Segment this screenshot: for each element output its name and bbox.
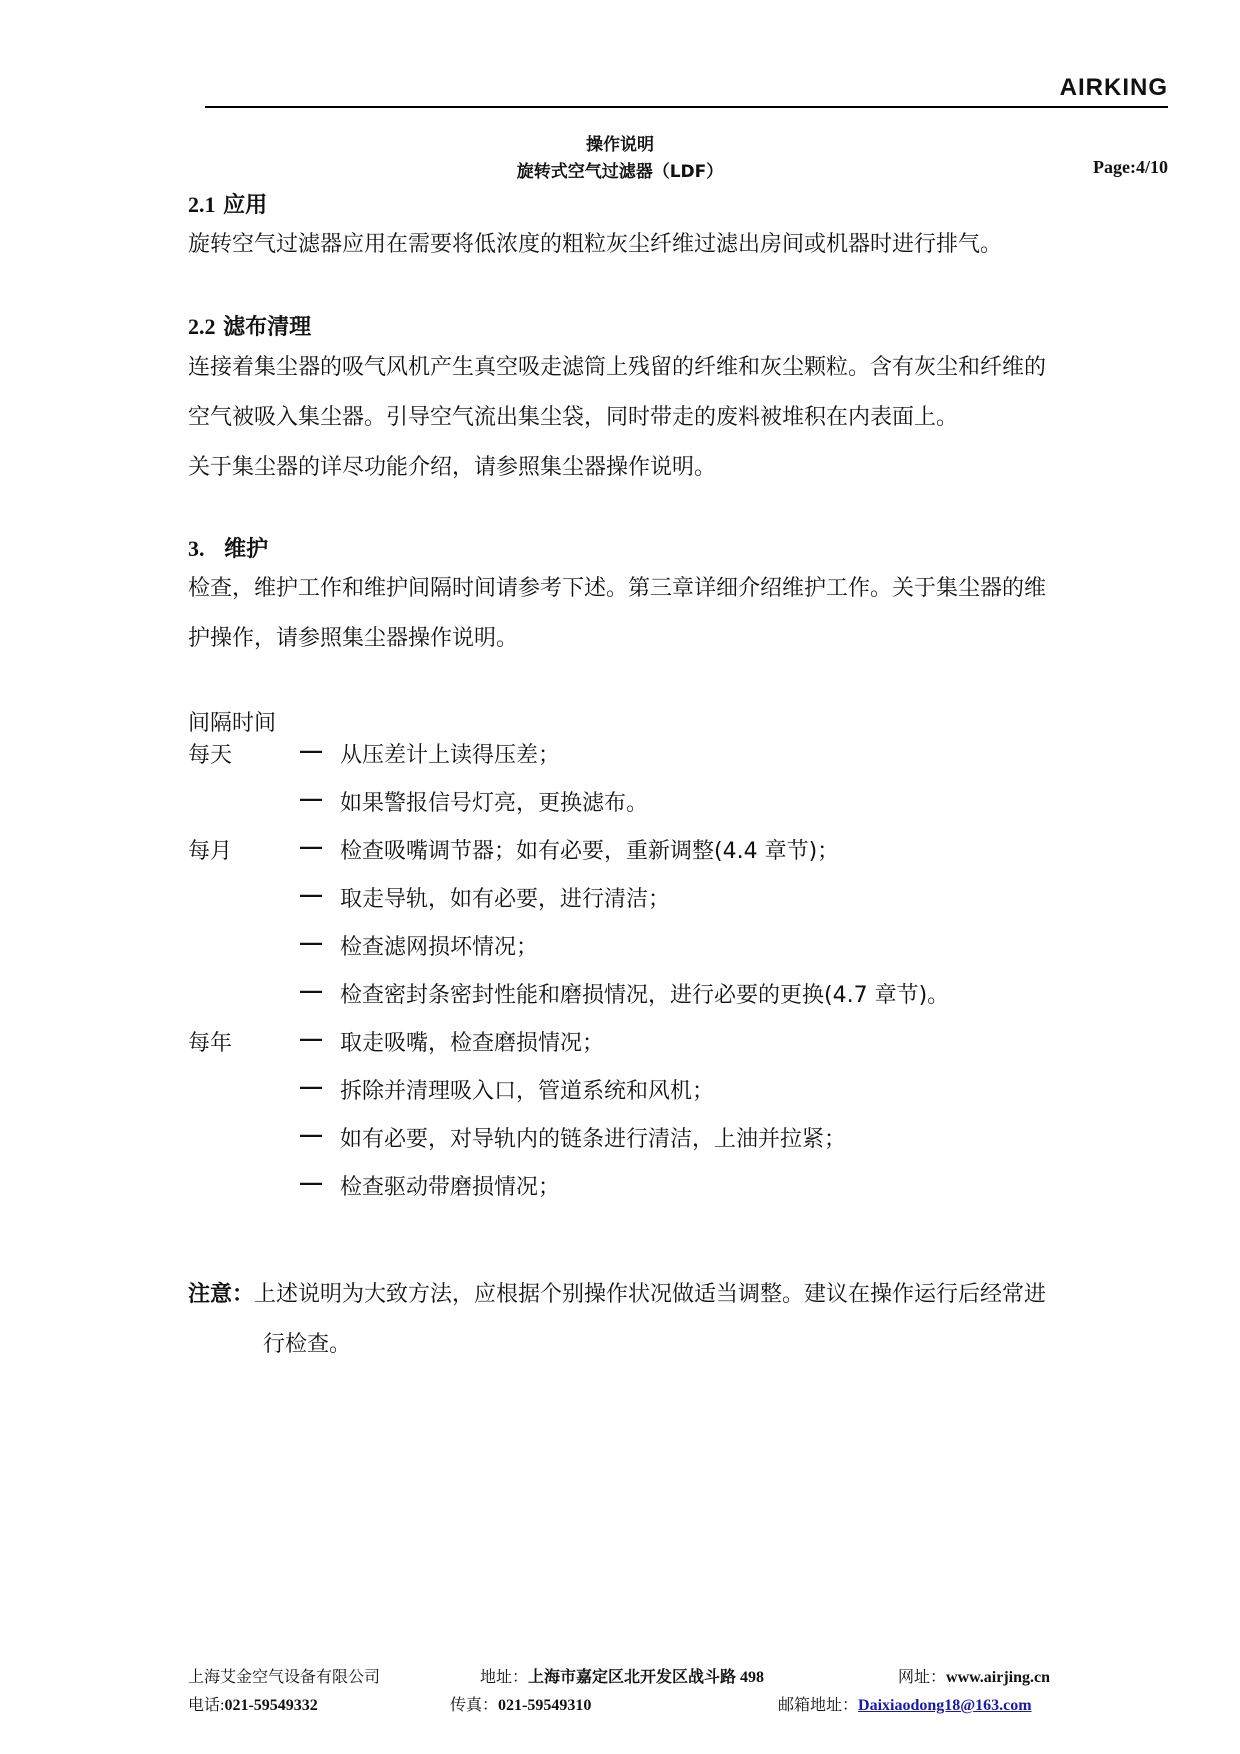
section-number: 2.1	[188, 192, 216, 217]
section-title: 维护	[224, 537, 269, 562]
interval-item: 检查吸嘴调节器；如有必要，重新调整(4.4 章节)；	[340, 839, 840, 864]
dash-bullet: —	[300, 1170, 322, 1195]
footer-fax-value: 021-59549310	[498, 1697, 592, 1714]
section-title: 应用	[223, 193, 268, 218]
frequency-label: 每天	[188, 743, 233, 768]
paragraph-line: 检查，维护工作和维护间隔时间请参考下述。第三章详细介绍维护工作。关于集尘器的维	[188, 576, 1047, 601]
footer-web-label: 网址：	[898, 1669, 947, 1686]
footer-address-value: 上海市嘉定区北开发区战斗路 498	[528, 1669, 765, 1686]
dash-bullet: —	[300, 786, 322, 811]
interval-item: 取走吸嘴，检查磨损情况；	[340, 1031, 605, 1056]
brand-logo-text: AIRKING	[1059, 74, 1168, 101]
dash-bullet: —	[300, 1026, 322, 1051]
doc-title: 操作说明	[586, 135, 654, 155]
footer-phone-value: 021-59549332	[224, 1697, 318, 1714]
dash-bullet: —	[300, 834, 322, 859]
interval-item: 如果警报信号灯亮，更换滤布。	[340, 791, 649, 816]
footer-fax	[450, 1692, 591, 1715]
section-body-2-1	[188, 220, 1168, 270]
interval-item: 如有必要，对导轨内的链条进行清洁，上油并拉紧；	[340, 1127, 847, 1152]
footer-email-label: 邮箱地址：	[778, 1697, 859, 1714]
interval-title: 间隔时间	[188, 711, 277, 736]
dash-bullet: —	[300, 930, 322, 955]
note-label: 注意：	[188, 1282, 255, 1307]
dash-bullet: —	[300, 882, 322, 907]
section-title: 滤布清理	[223, 315, 312, 340]
frequency-label: 每年	[188, 1031, 233, 1056]
interval-item: 拆除并清理吸入口，管道系统和风机；	[340, 1079, 715, 1104]
footer-web-value[interactable]: www.airjing.cn	[946, 1669, 1051, 1686]
section-body-2-2	[188, 343, 1168, 493]
interval-item: 检查滤网损坏情况；	[340, 935, 539, 960]
paragraph-line: 连接着集尘器的吸气风机产生真空吸走滤筒上残留的纤维和灰尘颗粒。含有灰尘和纤维的	[188, 355, 1047, 380]
doc-subtitle: 旋转式空气过滤器（LDF）	[516, 162, 724, 182]
page-number: Page:4/10	[1093, 157, 1168, 177]
footer-email	[778, 1692, 1032, 1715]
interval-item: 从压差计上读得压差；	[340, 743, 561, 768]
footer-phone-label: 电话:	[188, 1697, 225, 1714]
note-block	[188, 1270, 1168, 1370]
paragraph-line: 护操作，请参照集尘器操作说明。	[188, 626, 519, 651]
note-text-continued: 行检查。	[263, 1332, 352, 1357]
section-number: 3.	[188, 536, 205, 561]
footer-fax-label: 传真：	[450, 1697, 499, 1714]
footer-email-link[interactable]: Daixiaodong18@163.com	[858, 1697, 1032, 1714]
section-heading-3	[188, 532, 268, 563]
interval-item: 检查驱动带磨损情况；	[340, 1175, 561, 1200]
dash-bullet: —	[300, 738, 322, 763]
interval-item: 检查密封条密封性能和磨损情况，进行必要的更换(4.7 章节)。	[340, 983, 950, 1008]
section-heading-2-2	[188, 310, 311, 341]
dash-bullet: —	[300, 1122, 322, 1147]
footer-phone	[188, 1692, 318, 1715]
paragraph-line: 关于集尘器的详尽功能介绍，请参照集尘器操作说明。	[188, 455, 717, 480]
note-text: 上述说明为大致方法，应根据个别操作状况做适当调整。建议在操作运行后经常进	[254, 1282, 1047, 1307]
footer-address-label: 地址：	[480, 1669, 529, 1686]
header-rule	[205, 106, 1168, 108]
footer-address	[480, 1664, 764, 1687]
section-body-3	[188, 564, 1168, 664]
interval-item: 取走导轨，如有必要，进行清洁；	[340, 887, 671, 912]
section-heading-2-1	[188, 188, 267, 219]
footer-company: 上海艾金空气设备有限公司	[188, 1669, 381, 1686]
dash-bullet: —	[300, 1074, 322, 1099]
paragraph-line: 空气被吸入集尘器。引导空气流出集尘袋，同时带走的废料被堆积在内表面上。	[188, 405, 959, 430]
dash-bullet: —	[300, 978, 322, 1003]
section-number: 2.2	[188, 314, 216, 339]
footer-web	[898, 1664, 1050, 1687]
paragraph-line: 旋转空气过滤器应用在需要将低浓度的粗粒灰尘纤维过滤出房间或机器时进行排气。	[188, 232, 1003, 257]
frequency-label: 每月	[188, 839, 233, 864]
